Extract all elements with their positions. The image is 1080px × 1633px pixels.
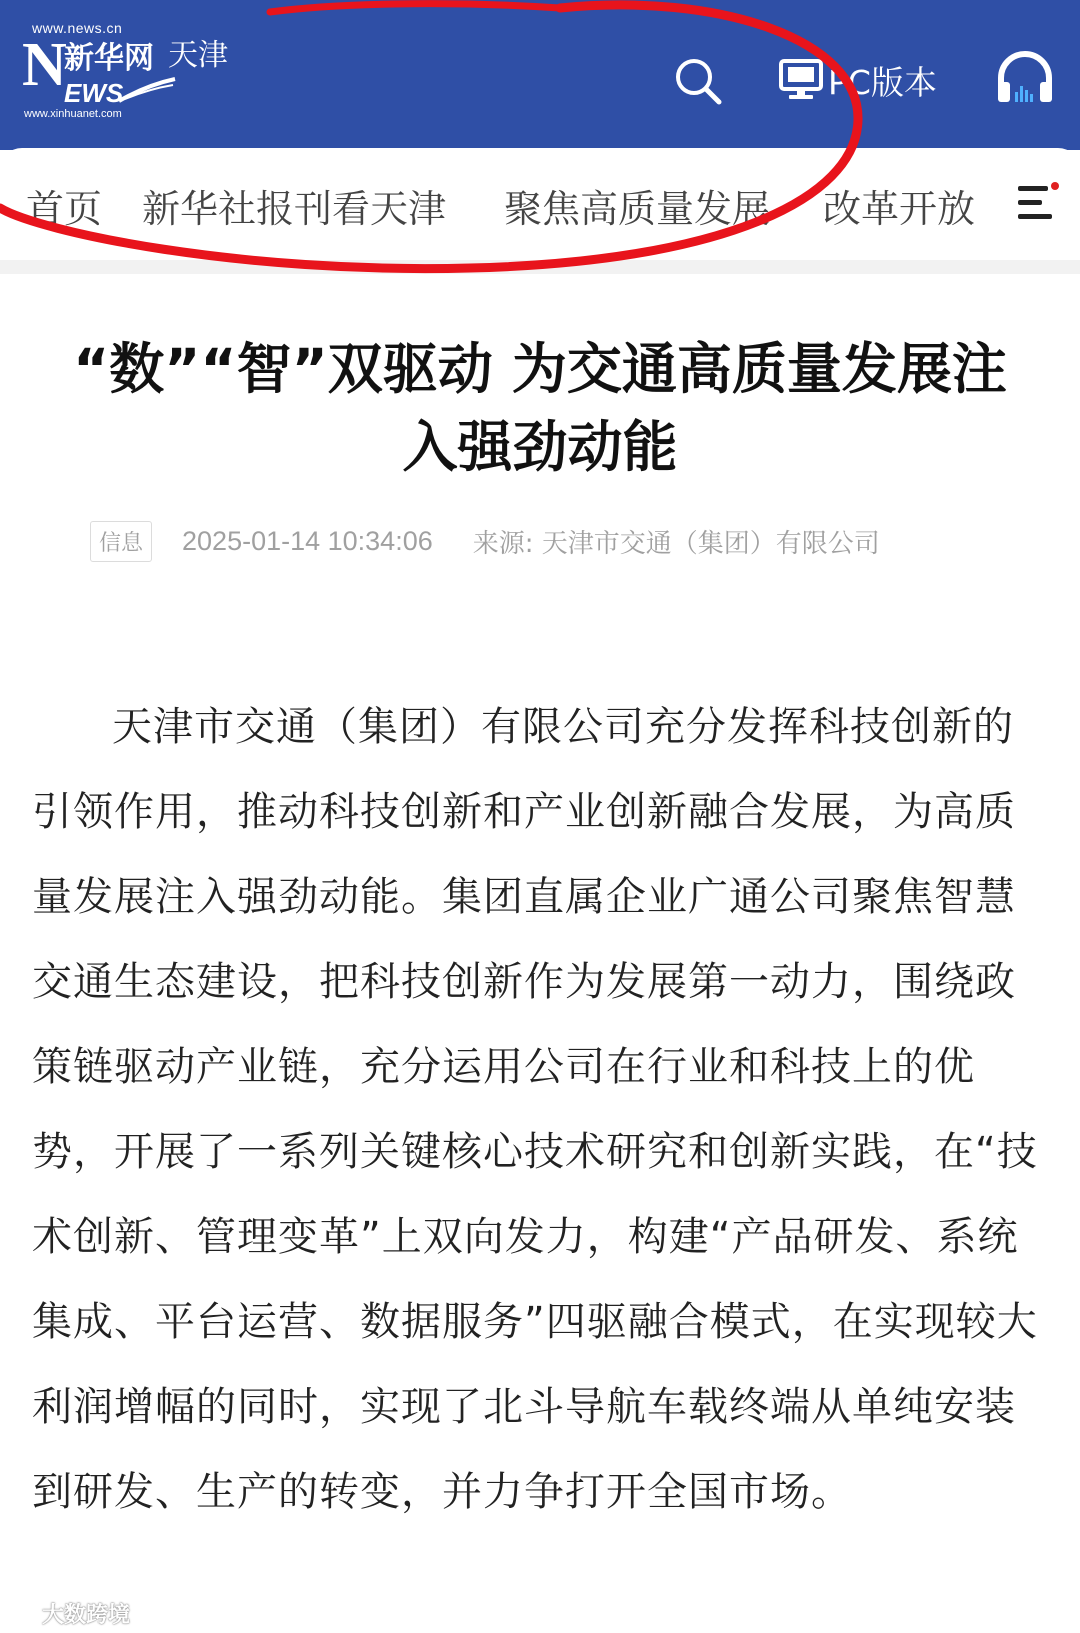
watermark-text: 大数跨境 bbox=[42, 1603, 131, 1628]
xinhua-logo[interactable] bbox=[22, 20, 172, 125]
pc-version-label: PC版本 bbox=[828, 62, 937, 102]
article-title-line1: “数”“智”双驱动 为交通高质量发展注 bbox=[73, 337, 1007, 401]
article-title bbox=[20, 330, 1060, 486]
article-meta bbox=[90, 518, 880, 564]
notification-dot bbox=[1051, 182, 1059, 190]
logo-letter-n: N bbox=[22, 31, 67, 99]
logo-name-cn: 新华网 bbox=[64, 41, 154, 76]
search-icon bbox=[672, 55, 724, 107]
audio-button[interactable] bbox=[995, 48, 1055, 106]
menu-icon[interactable] bbox=[1018, 186, 1058, 226]
logo-url-bottom: www.xinhuanet.com bbox=[24, 108, 122, 120]
site-header bbox=[0, 0, 1080, 150]
category-tag[interactable]: 信息 bbox=[90, 521, 152, 562]
logo-swoosh-icon bbox=[117, 75, 177, 105]
nav-divider bbox=[0, 260, 1080, 274]
channel-nav bbox=[0, 148, 1080, 260]
logo-letters-ews: EWS bbox=[64, 78, 124, 108]
logo-url-top: www.news.cn bbox=[32, 20, 123, 36]
article-title-line2: 入强劲动能 bbox=[402, 415, 678, 479]
nav-item-reform-opening[interactable]: 改革开放 bbox=[823, 187, 976, 231]
article-source: 来源: 天津市交通（集团）有限公司 bbox=[472, 528, 880, 559]
nav-item-home[interactable]: 首页 bbox=[26, 187, 103, 231]
publish-datetime: 2025-01-14 10:34:06 bbox=[182, 525, 433, 556]
region-label[interactable]: 天津 bbox=[168, 38, 228, 73]
watermark bbox=[8, 1598, 130, 1629]
pc-version-button[interactable] bbox=[778, 55, 937, 105]
nav-item-xinhua-newspapers[interactable]: 新华社报刊看天津 bbox=[142, 187, 447, 231]
watermark-logo-icon bbox=[8, 1601, 38, 1627]
search-button[interactable] bbox=[672, 55, 724, 107]
article-body: 天津市交通（集团）有限公司充分发挥科技创新的引领作用，推动科技创新和产业创新融合发展，为高质量发展注入强劲动能。集团直属企业广通公司聚焦智慧交通生态建设，把科技创新作为发展第一动力，围绕政策链驱动产业链，充分运用公司在行业和科技上的优势，开展了一系列关键核心技术研究和创新实践，在“技术创新、管理变革”上双向发力，构建“产品研发、系统集成、平台运营、数据服务”四驱融合模式，在实现较大利润增幅的同时，实现了北斗导航车载终端从单纯安装到研发、生产的转变，并力争打开全国市场。 bbox=[32, 704, 1038, 1515]
monitor-icon bbox=[778, 58, 824, 102]
nav-item-high-quality-development[interactable]: 聚焦高质量发展 bbox=[504, 187, 771, 231]
headphones-icon bbox=[995, 48, 1055, 106]
